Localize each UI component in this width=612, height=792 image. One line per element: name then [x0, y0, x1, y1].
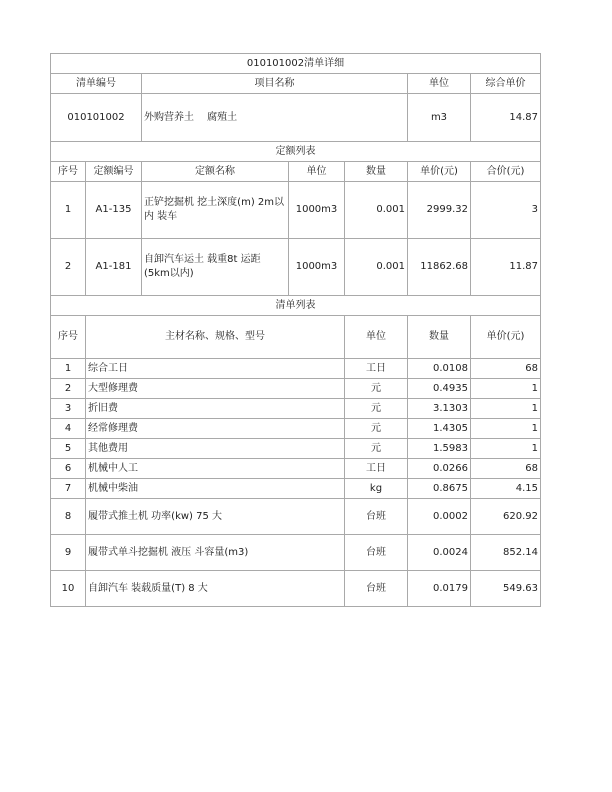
material-row: [51, 499, 541, 535]
material-qty: 1.5983: [408, 439, 471, 459]
quota-unit-price: 11862.68: [408, 239, 471, 296]
material-header-qty: 数量: [408, 316, 471, 359]
material-section-row: [51, 296, 541, 316]
header-item-name: 项目名称: [142, 74, 408, 94]
material-row: [51, 419, 541, 439]
material-unit-price: 1: [471, 419, 541, 439]
material-unit-price: 1: [471, 379, 541, 399]
material-name: 折旧费: [86, 399, 345, 419]
material-row: [51, 479, 541, 499]
material-seq: 5: [51, 439, 86, 459]
quota-seq: 1: [51, 182, 86, 239]
quota-header-seq: 序号: [51, 162, 86, 182]
material-unit-price: 4.15: [471, 479, 541, 499]
quota-name: 正铲挖掘机 挖土深度(m) 2m以内 装车: [142, 182, 289, 239]
material-qty: 0.4935: [408, 379, 471, 399]
material-header-name: 主材名称、规格、型号: [86, 316, 345, 359]
material-seq: 10: [51, 571, 86, 607]
quota-unit-price: 2999.32: [408, 182, 471, 239]
material-unit: 台班: [345, 499, 408, 535]
material-seq: 6: [51, 459, 86, 479]
material-qty: 0.0266: [408, 459, 471, 479]
item-header-row: [51, 74, 541, 94]
material-unit: 台班: [345, 571, 408, 607]
quota-unit: 1000m3: [289, 239, 345, 296]
material-unit: 元: [345, 439, 408, 459]
material-row: [51, 535, 541, 571]
quota-qty: 0.001: [345, 182, 408, 239]
material-unit-price: 549.63: [471, 571, 541, 607]
material-unit-price: 68: [471, 459, 541, 479]
material-seq: 7: [51, 479, 86, 499]
material-qty: 0.8675: [408, 479, 471, 499]
material-unit: 元: [345, 379, 408, 399]
quota-row: [51, 239, 541, 296]
quota-total: 11.87: [471, 239, 541, 296]
material-seq: 3: [51, 399, 86, 419]
material-seq: 8: [51, 499, 86, 535]
item-row: [51, 94, 541, 142]
item-price: 14.87: [471, 94, 541, 142]
material-name: 机械中柴油: [86, 479, 345, 499]
material-seq: 9: [51, 535, 86, 571]
quota-row: [51, 182, 541, 239]
item-code: 010101002: [51, 94, 142, 142]
material-name: 自卸汽车 装载质量(T) 8 大: [86, 571, 345, 607]
quota-header-row: [51, 162, 541, 182]
item-name: 外购营养土 腐殖土: [142, 94, 408, 142]
quota-header-total: 合价(元): [471, 162, 541, 182]
quota-unit: 1000m3: [289, 182, 345, 239]
material-name: 履带式推土机 功率(kw) 75 大: [86, 499, 345, 535]
material-qty: 3.1303: [408, 399, 471, 419]
material-name: 履带式单斗挖掘机 液压 斗容量(m3): [86, 535, 345, 571]
material-row: [51, 459, 541, 479]
quota-header-unit: 单位: [289, 162, 345, 182]
material-section-title: 清单列表: [51, 296, 541, 316]
material-row: [51, 399, 541, 419]
material-row: [51, 439, 541, 459]
material-qty: 0.0024: [408, 535, 471, 571]
quota-code: A1-181: [86, 239, 142, 296]
material-unit-price: 620.92: [471, 499, 541, 535]
material-name: 大型修理费: [86, 379, 345, 399]
header-item-price: 综合单价: [471, 74, 541, 94]
material-qty: 0.0002: [408, 499, 471, 535]
material-name: 其他费用: [86, 439, 345, 459]
material-unit-price: 852.14: [471, 535, 541, 571]
material-header-row: [51, 316, 541, 359]
material-unit: kg: [345, 479, 408, 499]
material-name: 经常修理费: [86, 419, 345, 439]
header-item-code: 清单编号: [51, 74, 142, 94]
quota-header-unit-price: 单价(元): [408, 162, 471, 182]
material-row: [51, 359, 541, 379]
material-header-unit-price: 单价(元): [471, 316, 541, 359]
material-row: [51, 379, 541, 399]
material-seq: 2: [51, 379, 86, 399]
quota-qty: 0.001: [345, 239, 408, 296]
material-unit: 台班: [345, 535, 408, 571]
title-row: [51, 54, 541, 74]
header-item-unit: 单位: [408, 74, 471, 94]
material-seq: 4: [51, 419, 86, 439]
quota-section-row: [51, 142, 541, 162]
item-unit: m3: [408, 94, 471, 142]
material-unit: 工日: [345, 459, 408, 479]
material-unit: 工日: [345, 359, 408, 379]
quota-seq: 2: [51, 239, 86, 296]
bill-detail-table: [50, 53, 541, 607]
page-title: 010101002清单详细: [51, 54, 541, 74]
quota-header-code: 定额编号: [86, 162, 142, 182]
material-qty: 1.4305: [408, 419, 471, 439]
material-header-unit: 单位: [345, 316, 408, 359]
quota-section-title: 定额列表: [51, 142, 541, 162]
material-qty: 0.0108: [408, 359, 471, 379]
material-unit-price: 68: [471, 359, 541, 379]
material-qty: 0.0179: [408, 571, 471, 607]
material-unit-price: 1: [471, 439, 541, 459]
material-row: [51, 571, 541, 607]
quota-name: 自卸汽车运土 载重8t 运距(5km以内): [142, 239, 289, 296]
material-unit-price: 1: [471, 399, 541, 419]
material-header-seq: 序号: [51, 316, 86, 359]
material-name: 综合工日: [86, 359, 345, 379]
quota-header-qty: 数量: [345, 162, 408, 182]
quota-code: A1-135: [86, 182, 142, 239]
material-seq: 1: [51, 359, 86, 379]
material-unit: 元: [345, 419, 408, 439]
quota-total: 3: [471, 182, 541, 239]
material-name: 机械中人工: [86, 459, 345, 479]
material-unit: 元: [345, 399, 408, 419]
quota-header-name: 定额名称: [142, 162, 289, 182]
